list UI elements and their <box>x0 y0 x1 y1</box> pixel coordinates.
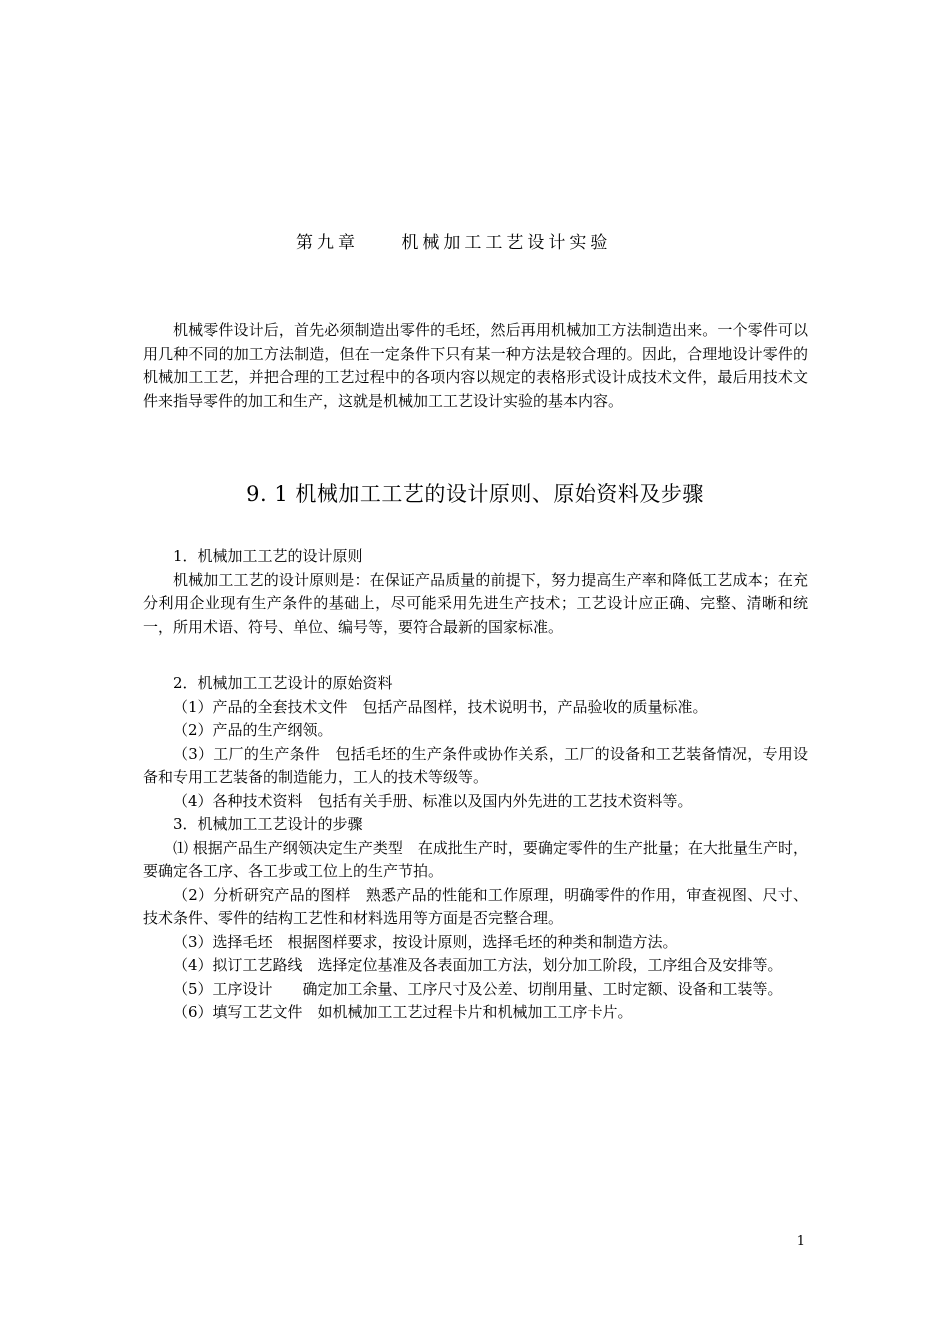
intro-paragraph: 机械零件设计后，首先必须制造出零件的毛坯，然后再用机械加工方法制造出来。一个零件可以用几种不同的加工方法制造，但在一定条件下只有某一种方法是较合理的。因此，合理地设计零件的机械加工工艺，并把合理的工艺过程中的各项内容以规定的表格形式设计成技术文件，最后用技术文件来指导零件的加工和生产，这就是机械加工工艺设计实验的基本内容。 <box>143 321 808 410</box>
part1-block <box>143 545 808 639</box>
part2-item: （4）各种技术资料 包括有关手册、标准以及国内外先进的工艺技术资料等。 <box>173 791 693 810</box>
part3-item: （3）选择毛坯 根据图样要求，按设计原则，选择毛坯的种类和制造方法。 <box>173 932 678 951</box>
chapter-number: 第九章 <box>296 233 359 253</box>
part3-item: （5）工序设计 确定加工余量、工序尺寸及公差、切削用量、工时定额、设备和工装等。 <box>173 979 783 998</box>
part3-item: （6）填写工艺文件 如机械加工工艺过程卡片和机械加工工序卡片。 <box>173 1003 633 1021</box>
section-title: 9. 1 机械加工工艺的设计原则、原始资料及步骤 <box>246 482 704 506</box>
part2-block <box>143 672 808 1025</box>
part3-item: （2）分析研究产品的图样 熟悉产品的性能和工作原理，明确零件的作用，审查视图、尺寸、技术条件、零件的结构工艺性和材料选用等方面是否完整合理。 <box>143 885 808 927</box>
chapter-name: 机械加工工艺设计实验 <box>401 233 612 253</box>
part1-heading: 1．机械加工工艺的设计原则 <box>173 547 363 565</box>
part2-item: （2）产品的生产纲领。 <box>173 721 333 739</box>
part3-item: （4）拟订工艺路线 选择定位基准及各表面加工方法，划分加工阶段，工序组合及安排等。 <box>173 956 783 974</box>
part2-item: （3）工厂的生产条件 包括毛坯的生产条件或协作关系，工厂的设备和工艺装备情况，专用设备和专用工艺装备的制造能力，工人的技术等级等。 <box>143 744 808 786</box>
part2-item: （1）产品的全套技术文件 包括产品图样，技术说明书，产品验收的质量标准。 <box>173 697 708 716</box>
chapter-title <box>296 228 611 253</box>
part3-item: ⑴ 根据产品生产纲领决定生产类型 在成批生产时，要确定零件的生产批量；在大批量生产时，要确定各工序、各工步或工位上的生产节拍。 <box>143 838 808 880</box>
part2-heading: 2．机械加工工艺设计的原始资料 <box>173 674 393 692</box>
page-number: 1 <box>796 1234 805 1249</box>
part3-heading: 3．机械加工工艺设计的步骤 <box>173 815 363 833</box>
intro-block <box>143 319 808 413</box>
part1-paragraph: 机械加工工艺的设计原则是：在保证产品质量的前提下，努力提高生产率和降低工艺成本；在充分利用企业现有生产条件的基础上，尽可能采用先进生产技术；工艺设计应正确、完整、清晰和统一，所用术语、符号、单位、编号等，要符合最新的国家标准。 <box>143 570 808 636</box>
